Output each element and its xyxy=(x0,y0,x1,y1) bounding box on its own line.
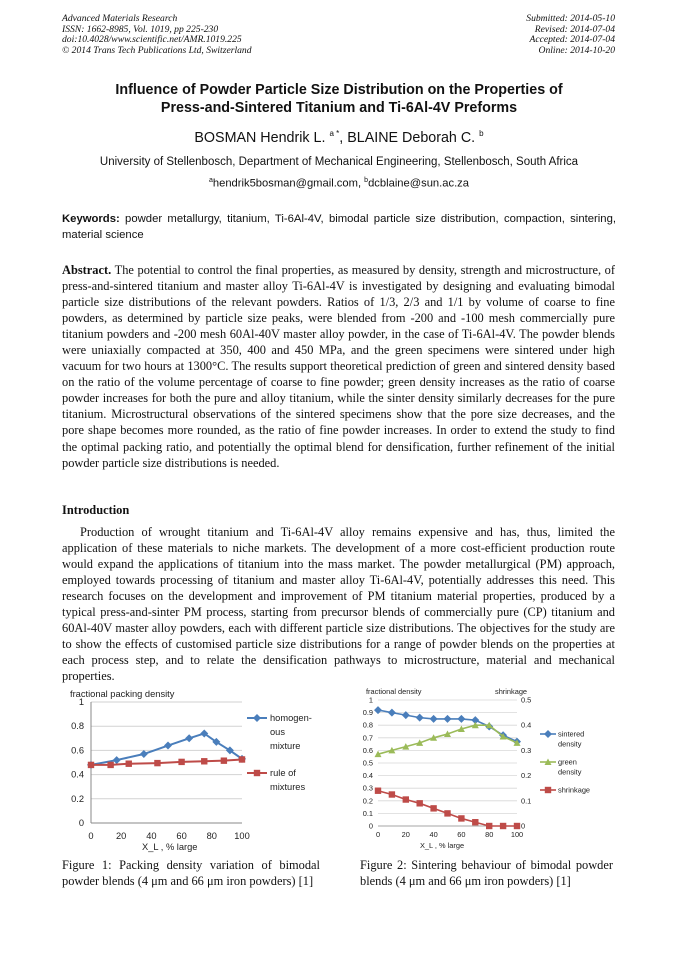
fig2-right-axis-label: shrinkage xyxy=(495,687,528,696)
fig2-x-tick-label: 40 xyxy=(429,830,438,839)
abstract-block xyxy=(62,262,615,471)
fig2-y-tick-label: 0.1 xyxy=(362,808,373,818)
fig2-legend-label: density xyxy=(558,739,582,749)
title-line-1: Influence of Powder Particle Size Distribution on the Properties of xyxy=(115,82,563,98)
keywords-text: powder metallurgy, titanium, Ti-6Al-4V, bimodal particle size distribution, compaction, sintering, material science xyxy=(62,213,616,241)
revised-date: Revised: 2014-07-04 xyxy=(534,23,615,35)
fig1-data-point xyxy=(88,762,94,768)
fig2-data-point xyxy=(500,823,506,829)
fig1-legend-marker xyxy=(253,714,261,722)
fig2-x-tick-label: 80 xyxy=(485,830,494,839)
fig2-y-tick-label: 0.6 xyxy=(362,745,373,755)
fig2-data-point xyxy=(514,823,520,829)
fig2-right-y-tick-label: 0.4 xyxy=(521,720,532,730)
fig2-data-point xyxy=(389,791,395,797)
figure-2-chart xyxy=(360,686,622,854)
fig2-y-tick-label: 0.4 xyxy=(362,771,373,781)
email-b-link[interactable]: dcblaine@sun.ac.za xyxy=(368,177,469,190)
journal-name: Advanced Materials Research xyxy=(62,13,178,24)
fig2-x-tick-label: 20 xyxy=(401,830,410,839)
fig1-y-tick-label: 0.8 xyxy=(71,721,84,732)
fig1-legend-label: ous xyxy=(270,727,285,737)
fig1-data-point xyxy=(126,761,132,767)
fig1-y-tick-label: 0.4 xyxy=(71,769,84,780)
fig1-y-tick-label: 0.6 xyxy=(71,745,84,756)
keywords-block xyxy=(62,211,616,243)
fig2-y-tick-label: 0.3 xyxy=(362,783,373,793)
fig2-data-point xyxy=(430,715,438,723)
fig2-legend-label: shrinkage xyxy=(558,785,591,795)
journal-header-left xyxy=(62,14,252,56)
introduction-paragraph: Production of wrought titanium and Ti-6Al-4V alloy remains expensive and has, thus, limited the application of these materials to niche markets. The development of a more cost-efficient production route would expand the applications of titanium into the mass market. The powder metallurgical (PM) approach, employed towards processing of titanium and master alloy Ti-6Al-4V, potentially addresses this need. This research focuses on the development and improvement of PM titanium material properties, produced by a typical press-and-sinter PM process, starting from precursor blends of commercially pure (CP) titanium and 60Al-40V master alloy powders, each with different particle size distributions. The objectives for the study are to show the effects of customised particle size distributions for a range of powder blends on the properties at each process step, and to relate the densification pathways to microstructure, material and mechanical properties. xyxy=(62,525,615,684)
fig2-data-point xyxy=(416,714,424,722)
fig2-data-point xyxy=(417,800,423,806)
fig2-x-tick-label: 0 xyxy=(375,830,381,839)
fig2-y-tick-label: 1 xyxy=(368,695,373,705)
figure-2-caption: Figure 2: Sintering behaviour of bimodal powder blends (4 μm and 66 μm iron powders) [1] xyxy=(360,858,613,888)
fig1-data-point xyxy=(113,756,121,764)
author-list xyxy=(62,129,616,146)
fig1-x-tick-label: 100 xyxy=(234,831,250,841)
fig1-data-point xyxy=(221,757,227,763)
fig1-legend-label: mixture xyxy=(270,741,301,751)
email-line xyxy=(62,177,616,190)
fig1-data-point xyxy=(140,750,148,758)
fig2-x-tick-label: 100 xyxy=(510,830,524,839)
copyright-line: © 2014 Trans Tech Publications Ltd, Switzerland xyxy=(62,44,252,56)
figure-1-caption: Figure 1: Packing density variation of bimodal powder blends (4 μm and 66 μm iron powders) [1] xyxy=(62,858,320,888)
fig2-series-line xyxy=(378,791,517,826)
fig2-right-y-tick-label: 0.2 xyxy=(521,771,532,781)
fig2-data-point xyxy=(375,788,381,794)
fig1-y-tick-label: 0 xyxy=(78,818,84,828)
fig1-data-point xyxy=(239,756,245,762)
fig1-data-point xyxy=(201,758,207,764)
author-1-marker: a * xyxy=(329,129,340,138)
fig1-data-point xyxy=(164,742,172,750)
email-a-link[interactable]: hendrik5bosman@gmail.com xyxy=(212,177,358,190)
fig2-left-axis-label: fractional density xyxy=(366,687,422,696)
fig1-series xyxy=(87,729,246,768)
fig2-y-tick-label: 0 xyxy=(368,821,373,831)
fig2-y-tick-label: 0.9 xyxy=(362,708,373,718)
fig1-legend-marker xyxy=(254,770,260,776)
title-line-2: Press-and-Sintered Titanium and Ti-6Al-4V Preforms xyxy=(160,100,518,116)
email-a-marker: a xyxy=(208,177,213,184)
fig1-legend-label: mixtures xyxy=(270,782,306,792)
fig2-legend-label: green xyxy=(558,757,577,767)
accepted-date: Accepted: 2014-07-04 xyxy=(529,34,615,46)
fig2-right-y-tick-label: 0.1 xyxy=(521,796,532,806)
fig2-data-point xyxy=(486,823,492,829)
fig2-data-point xyxy=(458,815,464,821)
abstract-text: The potential to control the final properties, as measured by density, strength and microstructure, of press-and-sintered titanium and master alloy Ti-6Al-4V is investigated by designing and evaluating bimodal particle size distributions of the relevant powders. Ratios of 1/3, 2/3 and 1/1 by volume of coarse to fine powders, as determined by particle size peaks, were blended from -200 and -100 mesh commercially pure titanium powders and -200 mesh 60Al-40V master alloy powder, in the case of Ti-6Al-4V. The powder blends were uniaxially compacted at 350, 400 and 450 MPa, and the green specimens were sintered under high vacuum for two hours at 1300°C. The results support theoretical prediction of green and sintered density based on the ratio of the volume percentage of coarse to fine powder; green density increases as the ratio of coarse powder increases for both the pure and alloy titanium, while the sinter density similarly decreases for the pure titanium. Microstructural observations of the sintered specimens show that the pore size decreases, and the pore shape becomes more rounded, as the ratio of fine powder increases. In order to extend the study to find the optimal packing ratio, and potentially the optimal blend for densification, further refinement of the initial powder particle size distributions is needed. xyxy=(62,263,615,470)
fig1-x-ticks xyxy=(88,831,249,841)
fig2-series xyxy=(374,706,521,829)
fig1-x-tick-label: 80 xyxy=(206,831,217,841)
fig2-y-tick-label: 0.7 xyxy=(362,733,373,743)
fig1-x-axis-label: X_L , % large xyxy=(142,842,198,852)
fig1-data-point xyxy=(107,762,113,768)
email-separator: , xyxy=(357,177,365,190)
fig2-data-point xyxy=(457,715,465,723)
fig1-legend xyxy=(247,713,312,792)
fig1-data-point xyxy=(185,734,193,742)
fig2-x-ticks xyxy=(376,830,523,839)
fig1-x-tick-label: 0 xyxy=(88,831,94,841)
fig2-legend-marker xyxy=(544,730,552,738)
fig2-y-tick-label: 0.5 xyxy=(362,758,373,768)
author-1: BOSMAN Hendrik L. xyxy=(194,129,326,146)
fig2-data-point xyxy=(403,796,409,802)
figure-1-chart xyxy=(62,686,332,854)
fig1-title: fractional packing density xyxy=(70,689,175,699)
fig1-data-point xyxy=(178,759,184,765)
fig2-y-tick-label: 0.8 xyxy=(362,720,373,730)
abstract-label: Abstract. xyxy=(62,263,112,277)
journal-header-right xyxy=(526,14,615,56)
fig2-right-y-tick-label: 0.5 xyxy=(521,695,532,705)
fig2-data-point xyxy=(430,805,436,811)
online-date: Online: 2014-10-20 xyxy=(538,44,615,56)
fig2-y-tick-label: 0.2 xyxy=(362,796,373,806)
fig1-legend-label: homogen- xyxy=(270,713,312,723)
fig2-data-point xyxy=(472,819,478,825)
fig1-legend-label: rule of xyxy=(270,768,296,778)
doi-line[interactable]: doi:10.4028/www.scientific.net/AMR.1019.225 xyxy=(62,34,242,46)
issn-line: ISSN: 1662-8985, Vol. 1019, pp 225-230 xyxy=(62,23,219,35)
fig2-right-y-tick-label: 0.3 xyxy=(521,745,532,755)
author-2-marker: b xyxy=(479,129,484,138)
fig2-data-point xyxy=(444,715,452,723)
submitted-date: Submitted: 2014-05-10 xyxy=(526,13,615,24)
author-separator: , xyxy=(339,129,348,146)
fig2-series-line xyxy=(378,725,517,754)
fig1-x-tick-label: 40 xyxy=(146,831,157,841)
fig1-x-tick-label: 60 xyxy=(176,831,187,841)
author-2: BLAINE Deborah C. xyxy=(347,129,476,146)
fig2-legend-label: sintered xyxy=(558,729,585,739)
fig2-legend xyxy=(540,730,590,795)
fig1-y-ticks xyxy=(71,697,84,828)
fig1-x-tick-label: 20 xyxy=(116,831,127,841)
fig1-y-tick-label: 0.2 xyxy=(71,793,84,804)
affiliation: University of Stellenbosch, Department of Mechanical Engineering, Stellenbosch, South Africa xyxy=(99,156,579,168)
keywords-label: Keywords: xyxy=(62,213,120,225)
section-heading-introduction: Introduction xyxy=(62,503,130,517)
email-b-marker: b xyxy=(364,177,369,184)
paper-title xyxy=(62,81,616,117)
fig2-data-point xyxy=(388,709,396,717)
fig2-right-y-tick-label: 0 xyxy=(521,821,526,831)
fig2-x-tick-label: 60 xyxy=(457,830,466,839)
fig2-data-point xyxy=(444,810,450,816)
fig2-legend-marker xyxy=(545,787,551,793)
fig2-x-axis-label: X_L , % large xyxy=(420,841,465,850)
fig1-data-point xyxy=(154,760,160,766)
fig2-legend-label: density xyxy=(558,767,582,777)
fig1-y-tick-label: 1 xyxy=(78,697,84,707)
